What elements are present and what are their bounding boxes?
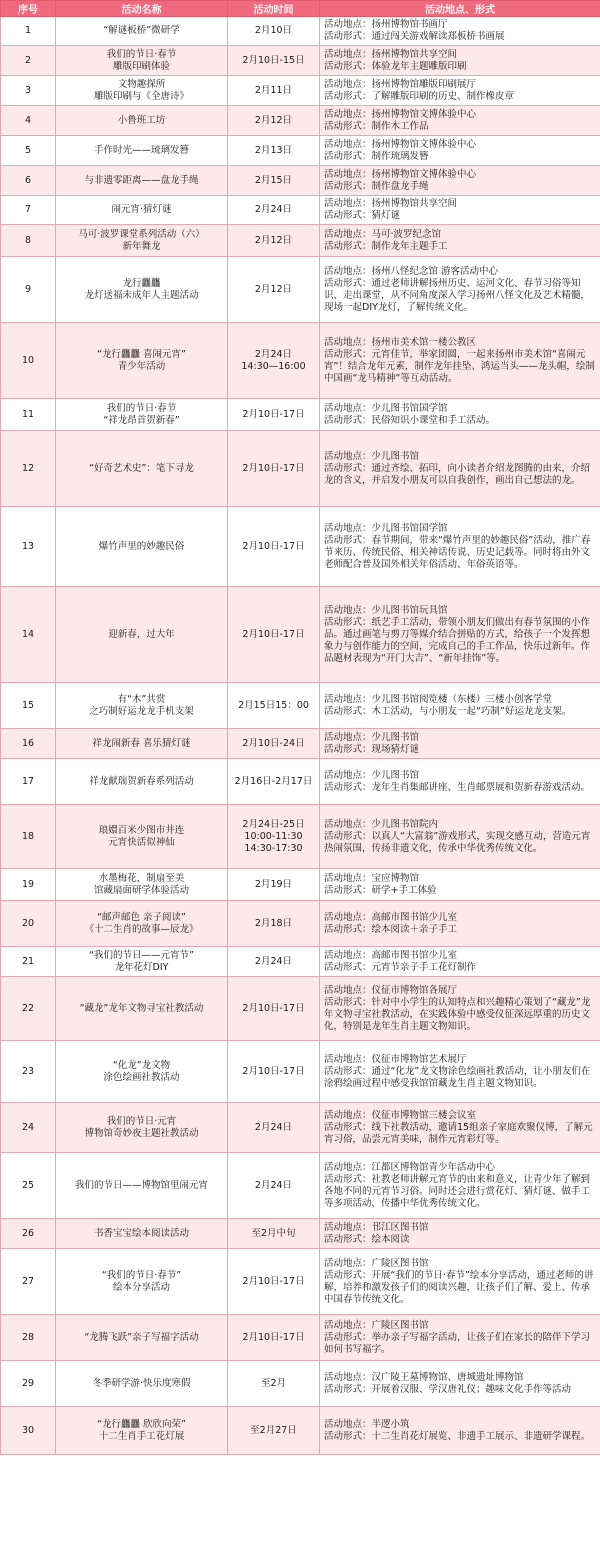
activity-name-line: 我们的节日·春节 (106, 402, 177, 414)
activity-time (228, 106, 320, 136)
activity-name (56, 257, 228, 323)
row-number: 4 (1, 106, 56, 136)
activity-name-line: 龙行龘龘 (122, 277, 161, 289)
activity-details (320, 1219, 600, 1249)
table-row (1, 257, 600, 323)
activity-format: 活动形式：通过齐绘、拓印，向小读者介绍龙图腾的由来，介绍龙的含义，并启发小朋友可以自我创作，画出自己想法的龙。 (324, 462, 591, 486)
activity-name-line: 十二生肖手工花灯展 (98, 1430, 185, 1442)
activity-name-line: 手作时光——琉璃发簪 (93, 144, 189, 156)
table-row (1, 166, 600, 196)
table-row (1, 1361, 600, 1407)
row-number: 7 (1, 196, 56, 225)
activity-format: 活动形式：线下社教活动，邀请15组亲子家庭欢聚仪博，了解元宵习俗，品尝元宵美味，制作元宵彩灯等。 (324, 1121, 593, 1145)
table-row (1, 431, 600, 507)
activity-name-line: “藏龙”龙年文物寻宝社教活动 (79, 1002, 204, 1014)
activity-time-line: 2月10日-24日 (242, 737, 305, 749)
activity-name (56, 166, 228, 196)
activity-name-line: 水墨梅花，制扇至美 (98, 872, 185, 884)
activity-time-line: 2月15日15：00 (238, 699, 309, 711)
activity-time (228, 323, 320, 399)
row-number: 18 (1, 805, 56, 869)
activity-name-line: 博物馆奇妙夜主题社教活动 (84, 1127, 199, 1139)
activity-name (56, 1407, 228, 1455)
activity-format: 活动形式：社教老师讲解元宵节的由来和意义，让青少年了解到各地不同的元宵节习俗。同时还会进行赏花灯、猜灯谜、做手工等多项活动，传播中华优秀传统文化。 (324, 1173, 591, 1209)
table-row (1, 1219, 600, 1249)
table-row (1, 1249, 600, 1315)
activity-name-line: 与非遗零距离——盘龙手绳 (84, 174, 199, 186)
activity-name (56, 1041, 228, 1103)
activity-time (228, 901, 320, 947)
activity-name-line: 祥龙闹新春 喜乐猜灯谜 (92, 737, 191, 749)
activity-time-line: 2月10日-15日 (242, 54, 305, 66)
activity-name-line: “祥龙昂首贺新春” (103, 414, 180, 426)
activity-location: 活动地点：扬州博物馆文博体验中心 (324, 108, 477, 120)
activity-time-line: 2月12日 (254, 114, 293, 126)
activity-name-line: “化龙”龙文物 (112, 1059, 171, 1071)
activity-details (320, 323, 600, 399)
activity-name (56, 977, 228, 1041)
header-name: 活动名称 (56, 1, 228, 17)
activity-name (56, 1103, 228, 1153)
activity-location: 活动地点：马可·波罗纪念馆 (324, 228, 442, 240)
activity-details (320, 977, 600, 1041)
activity-time (228, 1103, 320, 1153)
activity-time-line: 2月24日 (254, 955, 293, 967)
activity-name-line: 元宵快活似神仙 (108, 836, 175, 848)
table-row (1, 1103, 600, 1153)
activity-format: 活动形式：猜灯谜 (324, 210, 401, 221)
activity-details (320, 759, 600, 805)
activity-details (320, 1153, 600, 1219)
row-number: 27 (1, 1249, 56, 1315)
activity-name-line: “龙行龘龘 欣欣向荣” (97, 1418, 186, 1430)
activity-location: 活动地点：扬州博物馆雕版印刷展厅 (324, 78, 477, 90)
activity-location: 活动地点：少儿图书馆阅览楼（东楼）三楼小创客学堂 (324, 693, 553, 705)
activity-name-line: 绘本分享活动 (112, 1281, 170, 1293)
activity-name-line: 有“木”共赏 (117, 693, 166, 705)
activity-format: 活动形式：体验龙年主题雕版印刷 (324, 60, 467, 72)
activity-time (228, 1407, 320, 1455)
activity-time-line: 至2月 (260, 1377, 287, 1389)
activity-format: 活动形式：制作木工作品 (324, 120, 429, 132)
activity-details (320, 76, 600, 106)
activity-location: 活动地点：宝应博物馆 (324, 872, 420, 884)
activity-location: 活动地点：扬州博物馆文博体验中心 (324, 138, 477, 150)
activity-name-line: “解谜板桥”微研学 (103, 25, 180, 36)
activity-location: 活动地点：高邮市图书馆少儿室 (324, 911, 458, 923)
activity-location: 活动地点：仪征市博物馆三楼会议室 (324, 1109, 477, 1121)
table-header (1, 1, 600, 17)
table-row (1, 196, 600, 225)
activity-name-line: 新年舞龙 (122, 240, 161, 252)
activity-location: 活动地点：扬州市美术馆一楼公教区 (324, 336, 477, 348)
activity-name (56, 1153, 228, 1219)
row-number: 26 (1, 1219, 56, 1249)
activity-location: 活动地点：江都区博物馆青少年活动中心 (324, 1161, 496, 1173)
activity-time (228, 196, 320, 225)
table-row (1, 106, 600, 136)
activity-format: 活动形式：了解雕版印刷的历史、制作橡皮章 (324, 90, 515, 102)
activity-time (228, 805, 320, 869)
activity-format: 活动形式：纸艺手工活动，带领小朋友们做出有春节氛围的小作品。通过画笔与剪刀等媒介结合拼贴的方式，给孩子一个发挥想象力与创作能力的空间，完成自己的手工作品，快乐过新年。作品题材表现为“开门大吉”、“新年挂饰”等。 (324, 616, 591, 664)
activity-location: 活动地点：仪征市博物馆艺术展厅 (324, 1053, 467, 1065)
activity-details (320, 1315, 600, 1361)
activity-name-line: 文物趣探所 (117, 78, 166, 90)
activity-location: 活动地点：汉广陵王墓博物馆、唐城遗址博物馆 (324, 1371, 524, 1383)
activity-location: 活动地点：扬州八怪纪念馆 游客活动中心 (324, 265, 499, 277)
activity-time-line: 2月24日 (254, 348, 293, 360)
activity-format: 活动形式：制作盘龙手绳 (324, 180, 429, 192)
table-row (1, 507, 600, 587)
activity-name (56, 323, 228, 399)
activity-time (228, 1249, 320, 1315)
row-number: 16 (1, 729, 56, 759)
activity-name (56, 1219, 228, 1249)
activity-name-line: 雕版印刷与《全唐诗》 (93, 90, 189, 102)
table-row (1, 947, 600, 977)
activity-time (228, 1041, 320, 1103)
activity-time (228, 136, 320, 166)
activity-format: 活动形式：开展着汉服、学汉唐礼仪；趣味文化手作等活动 (324, 1383, 572, 1395)
table-row (1, 1153, 600, 1219)
activity-details (320, 683, 600, 729)
activity-details (320, 1041, 600, 1103)
activity-name (56, 76, 228, 106)
row-number: 1 (1, 17, 56, 46)
activity-format: 活动形式：绘本阅读 (324, 1233, 410, 1245)
activity-name (56, 225, 228, 257)
activity-name (56, 1315, 228, 1361)
activity-details (320, 1361, 600, 1407)
activity-name-line: 我们的节日·春节 (106, 48, 177, 60)
row-number: 29 (1, 1361, 56, 1407)
activity-name (56, 399, 228, 431)
activity-name (56, 869, 228, 901)
activity-format: 活动形式：春节期间，带来“爆竹声里的妙趣民俗”活动，推广春节来历、传统民俗、相关神话传说、历史记载等。同时将由外文老师配合普及国外相关年俗活动、年俗英语等。 (324, 534, 591, 570)
activity-time (228, 431, 320, 507)
table-row (1, 587, 600, 683)
activity-location: 活动地点：扬州博物馆共享空间 (324, 198, 458, 209)
activity-name (56, 759, 228, 805)
activity-name (56, 683, 228, 729)
activity-location: 活动地点：少儿图书馆 (324, 769, 420, 781)
row-number: 22 (1, 977, 56, 1041)
activity-name (56, 805, 228, 869)
activity-time-line: 14:30—16:00 (241, 360, 306, 372)
activity-details (320, 196, 600, 225)
activity-name-line: 涂色绘画社教活动 (103, 1071, 180, 1083)
activity-time-line: 2月10日-17日 (242, 1002, 305, 1014)
activity-time-line: 2月12日 (254, 283, 293, 295)
table-row (1, 729, 600, 759)
header-time: 活动时间 (228, 1, 320, 17)
activity-name (56, 507, 228, 587)
activity-format: 活动形式：元宵佳节，举家团圆，一起来扬州市美术馆“喜闹元宵”！结合龙年元素，制作龙年挂坠、鸿运当头——龙头帽，绘制中国画“龙马精神”等互动活动。 (324, 348, 595, 384)
activity-format: 活动形式：通过闯关游戏解读郑板桥书画展 (324, 31, 505, 42)
activity-name-line: 小鲁班工坊 (117, 114, 166, 126)
row-number: 9 (1, 257, 56, 323)
activity-time-line: 2月10日-17日 (242, 462, 305, 474)
activity-format: 活动形式：通过老师讲解扬州历史、运河文化、春节习俗等知识，走出课堂，从不同角度深入学习扬州八怪文化及艺术精髓，现场一起DIY龙灯，了解传统文化。 (324, 277, 591, 313)
row-number: 3 (1, 76, 56, 106)
activity-details (320, 901, 600, 947)
activity-time-line: 2月10日 (254, 25, 293, 36)
activity-location: 活动地点：少儿图书馆玩具馆 (324, 604, 448, 616)
row-number: 24 (1, 1103, 56, 1153)
activity-details (320, 869, 600, 901)
table-row (1, 399, 600, 431)
activity-details (320, 106, 600, 136)
activity-name (56, 17, 228, 46)
table-row (1, 323, 600, 399)
activity-format: 活动形式：龙年生肖集邮讲座、生肖邮票展和贺新春游戏活动。 (324, 781, 591, 793)
activity-name (56, 136, 228, 166)
activity-time (228, 1153, 320, 1219)
activity-time (228, 1361, 320, 1407)
activity-name-line: 闹元宵·猜灯谜 (111, 204, 172, 215)
activity-name-line: 龙年花灯DIY (114, 961, 169, 973)
row-number: 28 (1, 1315, 56, 1361)
activity-details (320, 46, 600, 76)
activity-details (320, 587, 600, 683)
activity-name (56, 431, 228, 507)
activity-details (320, 729, 600, 759)
row-number: 19 (1, 869, 56, 901)
table-row (1, 1407, 600, 1455)
activity-time-line: 10:00-11:30 (244, 830, 303, 842)
table-row (1, 1315, 600, 1361)
row-number: 2 (1, 46, 56, 76)
activity-time-line: 2月15日 (254, 174, 293, 186)
table-row (1, 869, 600, 901)
activity-time (228, 729, 320, 759)
activity-time (228, 1315, 320, 1361)
activity-location: 活动地点：少儿图书馆 (324, 450, 420, 462)
activity-location: 活动地点：少儿图书馆国学馆 (324, 522, 448, 534)
table-row (1, 17, 600, 46)
activity-location: 活动地点：少儿图书馆院内 (324, 818, 439, 830)
activity-name (56, 1361, 228, 1407)
activity-time-line: 2月10日-17日 (242, 1275, 305, 1287)
activity-format: 活动形式：研学+手工体验 (324, 884, 437, 896)
activity-time (228, 46, 320, 76)
activity-details (320, 1249, 600, 1315)
activity-format: 活动形式：针对中小学生的认知特点和兴趣精心策划了“藏龙”龙年文物寻宝社教活动，在实践体验中感受仪征深远厚重的历史文化，特别是龙年生肖主题文物知识。 (324, 996, 591, 1032)
activity-format: 活动形式：元宵节亲子手工花灯制作 (324, 961, 477, 973)
activity-details (320, 431, 600, 507)
activity-name-line: 祥龙献瑞贺新春系列活动 (89, 775, 194, 787)
activity-name-line: 冬季研学游·快乐度寒假 (92, 1377, 191, 1389)
activity-details (320, 1103, 600, 1153)
activity-name-line: 之巧制好运龙龙手机支架 (89, 705, 194, 717)
activity-name-line: “邮声邮色 亲子阅读” (97, 911, 186, 923)
activity-details (320, 136, 600, 166)
activity-details (320, 17, 600, 46)
activity-time-line: 2月18日 (254, 917, 293, 929)
header-place: 活动地点、形式 (320, 1, 600, 17)
row-number: 15 (1, 683, 56, 729)
activity-name (56, 46, 228, 76)
activity-details (320, 399, 600, 431)
activity-name-line: 爆竹声里的妙趣民俗 (98, 540, 185, 552)
activity-time (228, 947, 320, 977)
activity-time (228, 225, 320, 257)
activity-details (320, 257, 600, 323)
activity-details (320, 1407, 600, 1455)
activity-name (56, 106, 228, 136)
activity-time-line: 2月19日 (254, 878, 293, 890)
table-row (1, 1041, 600, 1103)
activity-time (228, 507, 320, 587)
activity-time (228, 17, 320, 46)
row-number: 5 (1, 136, 56, 166)
header-no: 序号 (1, 1, 56, 17)
activity-location: 活动地点：仪征市博物馆各展厅 (324, 984, 458, 996)
activity-name (56, 1249, 228, 1315)
table-row (1, 76, 600, 106)
activity-time-line: 至2月27日 (250, 1424, 297, 1436)
activity-details (320, 166, 600, 196)
activity-time (228, 977, 320, 1041)
activity-location: 活动地点：邗江区图书馆 (324, 1221, 429, 1233)
activity-details (320, 507, 600, 587)
activity-details (320, 225, 600, 257)
activity-format: 活动形式：以真人“大富翁”游戏形式，实现交感互动，营造元宵热闹氛围，传扬非遗文化，传承中华优秀传统文化。 (324, 830, 591, 854)
activity-location: 活动地点：高邮市图书馆少儿室 (324, 949, 458, 961)
activity-time (228, 759, 320, 805)
row-number: 14 (1, 587, 56, 683)
activity-name-line: 琅嬛百米少图市井连 (98, 824, 185, 836)
activity-format: 活动形式：开展“我们的节日·春节”绘本分享活动，通过老师的讲解，培养和激发孩子们的阅读兴趣，让孩子们了解、爱上、传承中国春节传统文化。 (324, 1269, 594, 1305)
activity-location: 活动地点：扬州博物馆书画厅 (324, 19, 448, 30)
table-row (1, 683, 600, 729)
activity-time (228, 257, 320, 323)
activity-time-line: 至2月中旬 (251, 1227, 296, 1239)
activity-time-line: 2月10日-17日 (242, 408, 305, 420)
activity-format: 活动形式：木工活动，与小朋友一起“巧制”好运龙龙支架。 (324, 705, 572, 717)
activity-name-line: 我们的节日·元宵 (106, 1115, 177, 1127)
activity-format: 活动形式：举办亲子写福字活动，让孩子们在家长的陪伴下学习如何书写福字。 (324, 1331, 591, 1355)
activity-time-line: 14:30-17:30 (244, 842, 303, 854)
activity-name-line: “我们的节日——元宵节” (89, 949, 194, 961)
activity-location: 活动地点：扬州博物馆文博体验中心 (324, 168, 477, 180)
row-number: 20 (1, 901, 56, 947)
table-row (1, 136, 600, 166)
activity-location: 活动地点：少儿图书馆 (324, 731, 420, 743)
table-row (1, 977, 600, 1041)
activity-time-line: 2月12日 (254, 234, 293, 246)
table-row (1, 225, 600, 257)
activity-time-line: 2月24日-25日 (242, 818, 305, 830)
activity-time-line: 2月10日-17日 (242, 628, 305, 640)
activity-time-line: 2月24日 (254, 1179, 293, 1191)
activity-name-line: 迎新春，过大年 (108, 628, 175, 640)
activity-format: 活动形式：通过“化龙”龙文物涂色绘画社教活动，让小朋友们在涂鸦绘画过程中感受我馆馆藏龙生肖主题文物知识。 (324, 1065, 591, 1089)
activity-time (228, 587, 320, 683)
activity-time-line: 2月13日 (254, 144, 293, 156)
activity-time-line: 2月11日 (254, 84, 293, 96)
activity-location: 活动地点：扬州博物馆共享空间 (324, 48, 458, 60)
row-number: 21 (1, 947, 56, 977)
activity-time-line: 2月10日-17日 (242, 1331, 305, 1343)
activity-time-line: 2月16日-2月17日 (234, 775, 313, 787)
activity-name (56, 947, 228, 977)
activity-name-line: 我们的节日——博物馆里闹元宵 (74, 1179, 208, 1191)
activity-name-line: 马可·波罗课堂系列活动（六） (78, 228, 205, 240)
row-number: 6 (1, 166, 56, 196)
table-row (1, 805, 600, 869)
activity-name-line: 《十二生肖的故事—辰龙》 (84, 923, 199, 935)
activity-format: 活动形式：十二生肖花灯展览、非遗手工展示、非遗研学课程。 (324, 1430, 591, 1442)
activity-name (56, 196, 228, 225)
activity-name (56, 587, 228, 683)
row-number: 30 (1, 1407, 56, 1455)
activity-location: 活动地点：少儿图书馆国学馆 (324, 402, 448, 414)
activity-name-line: 龙灯送福未成年人主题活动 (84, 289, 199, 301)
table-row (1, 759, 600, 805)
row-number: 8 (1, 225, 56, 257)
activity-name-line: 馆藏扇面研学体验活动 (93, 884, 189, 896)
table-row (1, 46, 600, 76)
activity-name-line: 雕版印刷体验 (112, 60, 170, 72)
activity-time (228, 683, 320, 729)
row-number: 12 (1, 431, 56, 507)
activity-time (228, 76, 320, 106)
activity-format: 活动形式：制作龙年主题手工 (324, 240, 448, 252)
row-number: 25 (1, 1153, 56, 1219)
activity-format: 活动形式：现场猜灯谜 (324, 743, 420, 755)
row-number: 10 (1, 323, 56, 399)
activity-time-line: 2月10日-17日 (242, 1065, 305, 1077)
activity-location: 活动地点：广陵区图书馆 (324, 1257, 429, 1269)
table-row (1, 901, 600, 947)
row-number: 17 (1, 759, 56, 805)
activity-name-line: “我们的节日·春节” (101, 1269, 182, 1281)
activity-format: 活动形式：绘本阅读＋亲子手工 (324, 923, 458, 935)
activity-location: 活动地点：广陵区图书馆 (324, 1319, 429, 1331)
activity-name-line: “好奇艺术史”：笔下寻龙 (89, 462, 194, 474)
row-number: 23 (1, 1041, 56, 1103)
activity-name-line: “龙腾飞跃”亲子写福字活动 (84, 1331, 199, 1343)
header-row (1, 1, 600, 17)
activity-format: 活动形式：制作琉璃发簪 (324, 150, 429, 162)
activity-time (228, 1219, 320, 1249)
table-body (1, 17, 600, 1455)
activity-name-line: 书香宝宝绘本阅读活动 (93, 1227, 189, 1239)
activity-time (228, 166, 320, 196)
activity-time-line: 2月10日-17日 (242, 540, 305, 552)
row-number: 11 (1, 399, 56, 431)
activity-name-line: “龙行龘龘 喜闹元宵” (97, 348, 186, 360)
activity-location: 活动地点：半逻小筑 (324, 1418, 410, 1430)
activity-name (56, 901, 228, 947)
activity-time (228, 399, 320, 431)
activity-time-line: 2月24日 (254, 1121, 293, 1133)
row-number: 13 (1, 507, 56, 587)
activity-details (320, 805, 600, 869)
activity-details (320, 947, 600, 977)
activity-name-line: 青少年活动 (117, 360, 166, 372)
activity-format: 活动形式：民俗知识小课堂和手工活动。 (324, 414, 496, 426)
activity-time (228, 869, 320, 901)
activity-name (56, 729, 228, 759)
activity-time-line: 2月24日 (254, 204, 293, 215)
